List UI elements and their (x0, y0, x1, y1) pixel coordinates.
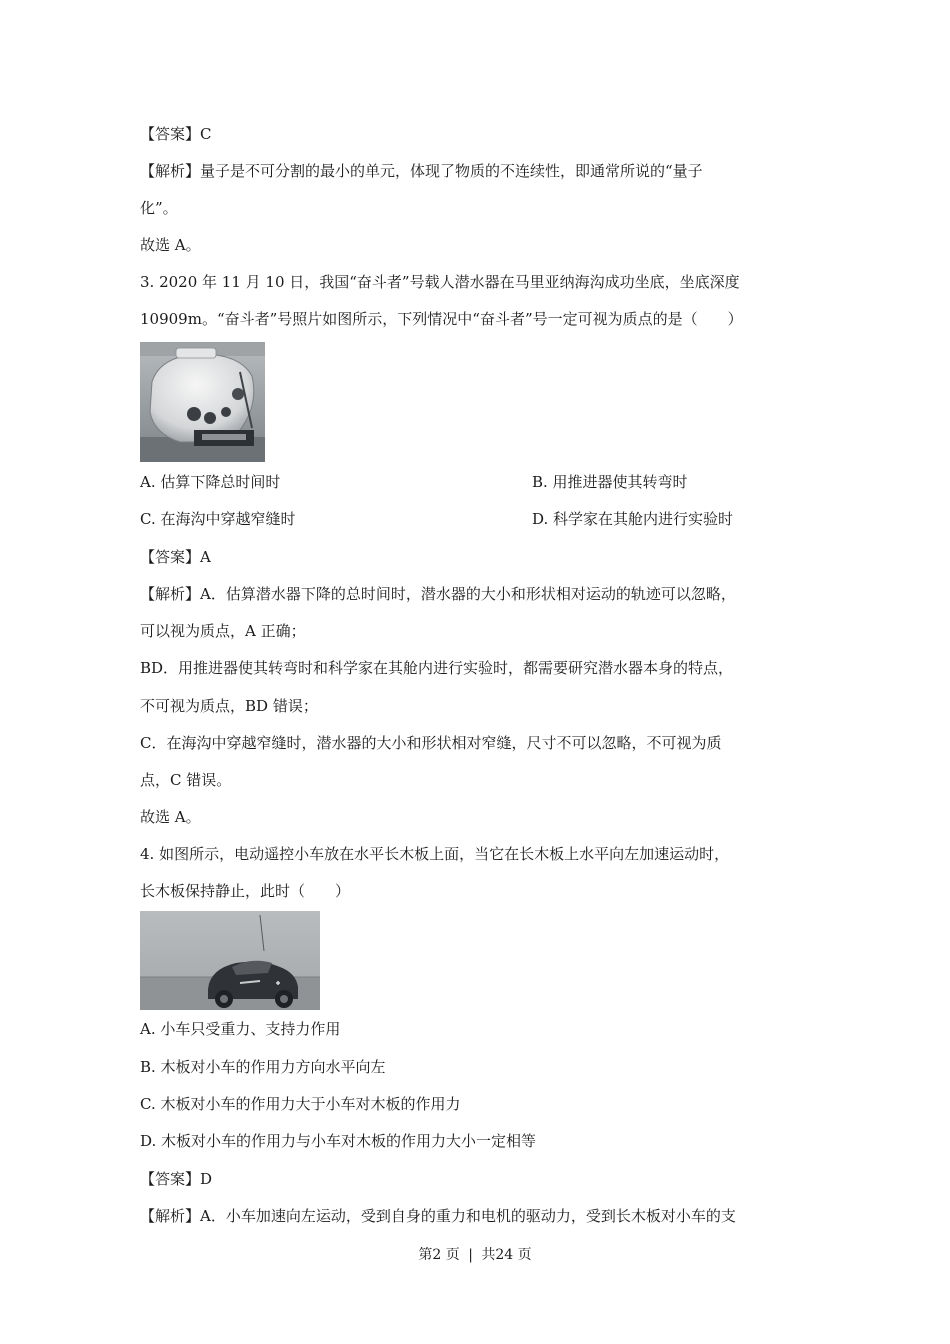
page-footer (0, 1244, 950, 1264)
q4-option-d: D. 木板对小车的作用力与小车对木板的作用力大小一定相等 (140, 1132, 537, 1150)
q4-option-b: B. 木板对小车的作用力方向水平向左 (140, 1058, 386, 1076)
q4-option-c: C. 木板对小车的作用力大于小车对木板的作用力 (140, 1095, 461, 1113)
q2-answer: 【答案】C (140, 125, 212, 143)
q3-analysis-line-3: BD．用推进器使其转弯时和科学家在其舱内进行实验时，都需要研究潜水器本身的特点， (140, 659, 734, 677)
q2-analysis-line-2: 化”。 (140, 199, 178, 217)
q3-analysis-line-1: 【解析】A．估算潜水器下降的总时间时，潜水器的大小和形状相对运动的轨迹可以忽略， (140, 585, 736, 603)
q4-answer: 【答案】D (140, 1170, 213, 1188)
q3-stem-line-2: 10909m。“奋斗者”号照片如图所示，下列情况中“奋斗者”号一定可视为质点的是（ ） (140, 310, 743, 328)
q3-stem-line-1: 3. 2020 年 11 月 10 日，我国“奋斗者”号载人潜水器在马里亚纳海沟成功坐底，坐底深度 (140, 273, 740, 291)
rc-car-photo (140, 911, 320, 1010)
q3-answer: 【答案】A (140, 548, 211, 566)
q3-option-b: B. 用推进器使其转弯时 (532, 473, 688, 491)
q2-conclusion: 故选 A。 (140, 236, 201, 254)
q3-conclusion: 故选 A。 (140, 808, 201, 826)
q3-analysis-line-6: 点，C 错误。 (140, 771, 232, 789)
q3-option-c: C. 在海沟中穿越窄缝时 (140, 510, 296, 528)
q4-analysis-line-1: 【解析】A．小车加速向左运动，受到自身的重力和电机的驱动力，受到长木板对小车的支 (140, 1207, 736, 1225)
q4-stem-line-1: 4. 如图所示，电动遥控小车放在水平长木板上面，当它在长木板上水平向左加速运动时， (140, 845, 730, 863)
q3-analysis-line-2: 可以视为质点，A 正确； (140, 622, 306, 640)
total-pages: 共24 页 (481, 1247, 532, 1263)
q4-stem-line-2: 长木板保持静止，此时（ ） (140, 882, 351, 900)
submersible-photo (140, 342, 265, 462)
page-number: 第2 页 (418, 1247, 460, 1263)
q3-analysis-line-5: C．在海沟中穿越窄缝时，潜水器的大小和形状相对窄缝，尺寸不可以忽略，不可视为质 (140, 734, 722, 752)
footer-separator: | (468, 1247, 473, 1263)
q3-option-d: D. 科学家在其舱内进行实验时 (532, 510, 734, 528)
q2-analysis-line-1: 【解析】量子是不可分割的最小的单元，体现了物质的不连续性，即通常所说的“量子 (140, 162, 703, 180)
q3-option-a: A. 估算下降总时间时 (140, 473, 281, 491)
q4-option-a: A. 小车只受重力、支持力作用 (140, 1020, 341, 1038)
q3-analysis-line-4: 不可视为质点，BD 错误； (140, 697, 318, 715)
